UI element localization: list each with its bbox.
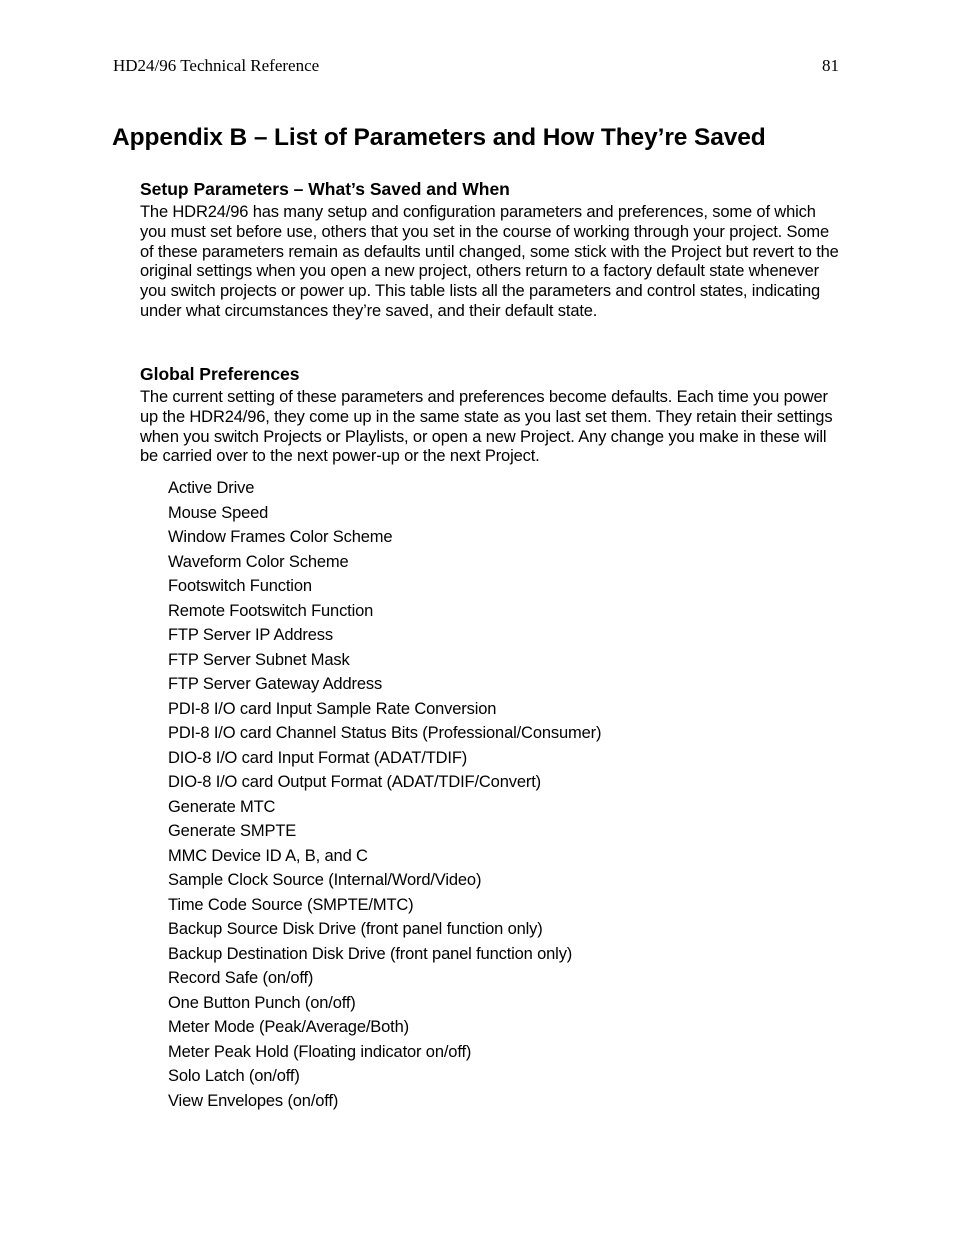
list-item: PDI-8 I/O card Channel Status Bits (Professional/Consumer) xyxy=(168,724,602,742)
list-item: FTP Server Gateway Address xyxy=(168,675,383,693)
page-number: 81 xyxy=(822,56,839,75)
list-item: Backup Source Disk Drive (front panel function only) xyxy=(168,920,543,938)
list-item: Window Frames Color Scheme xyxy=(168,528,393,546)
list-item: Waveform Color Scheme xyxy=(168,552,349,571)
list-item: FTP Server IP Address xyxy=(168,626,333,644)
list-item: Solo Latch (on/off) xyxy=(168,1067,300,1085)
list-item: Remote Footswitch Function xyxy=(168,601,374,620)
setup-parameters-heading: Setup Parameters – What’s Saved and When xyxy=(140,179,510,199)
list-item: Backup Destination Disk Drive (front panel function only) xyxy=(168,944,573,963)
list-item: One Button Punch (on/off) xyxy=(168,993,356,1012)
list-item: Sample Clock Source (Internal/Word/Video) xyxy=(168,871,482,889)
list-item: FTP Server Subnet Mask xyxy=(168,650,350,669)
list-item: DIO-8 I/O card Input Format (ADAT/TDIF) xyxy=(168,748,468,767)
list-item: Record Safe (on/off) xyxy=(168,969,314,987)
global-preferences-paragraph: The current setting of these parameters and preferences become defaults. Each time you power up the HDR24/96, they come up in the same state as you last set them. They retain their settings when you switch Projects or Playlists, or open a new Project. Any change you make in these will be carried over to the next power-up or the next Project. xyxy=(140,388,833,466)
list-item: Active Drive xyxy=(168,479,255,497)
list-item: Generate MTC xyxy=(168,797,276,816)
document-title: HD24/96 Technical Reference xyxy=(113,56,320,75)
running-header xyxy=(113,56,839,80)
list-item: Meter Mode (Peak/Average/Both) xyxy=(168,1018,409,1036)
list-item: Footswitch Function xyxy=(168,577,312,595)
appendix-title: Appendix B – List of Parameters and How They’re Saved xyxy=(112,124,766,151)
global-preferences-section xyxy=(140,363,845,467)
global-preferences-list xyxy=(168,476,601,1113)
list-item: MMC Device ID A, B, and C xyxy=(168,846,368,865)
list-item: View Envelopes (on/off) xyxy=(168,1091,339,1110)
list-item: Meter Peak Hold (Floating indicator on/off) xyxy=(168,1042,472,1061)
setup-parameters-section xyxy=(140,178,845,322)
global-preferences-heading: Global Preferences xyxy=(140,364,300,384)
setup-parameters-paragraph: The HDR24/96 has many setup and configuration parameters and preferences, some of which you must set before use, others that you set in the course of working through your project. Some of these parameters remain as defaults until changed, some stick with the Project but revert to the original settings when you open a new project, others return to a factory default state whenever you switch projects or power up. This table lists all the parameters and control states, indicating under what circumstances they’re saved, and their default state. xyxy=(140,203,839,320)
list-item: DIO-8 I/O card Output Format (ADAT/TDIF/Convert) xyxy=(168,773,541,791)
list-item: Generate SMPTE xyxy=(168,822,297,840)
list-item: Mouse Speed xyxy=(168,503,269,522)
list-item: Time Code Source (SMPTE/MTC) xyxy=(168,895,414,914)
list-item: PDI-8 I/O card Input Sample Rate Conversion xyxy=(168,699,497,718)
